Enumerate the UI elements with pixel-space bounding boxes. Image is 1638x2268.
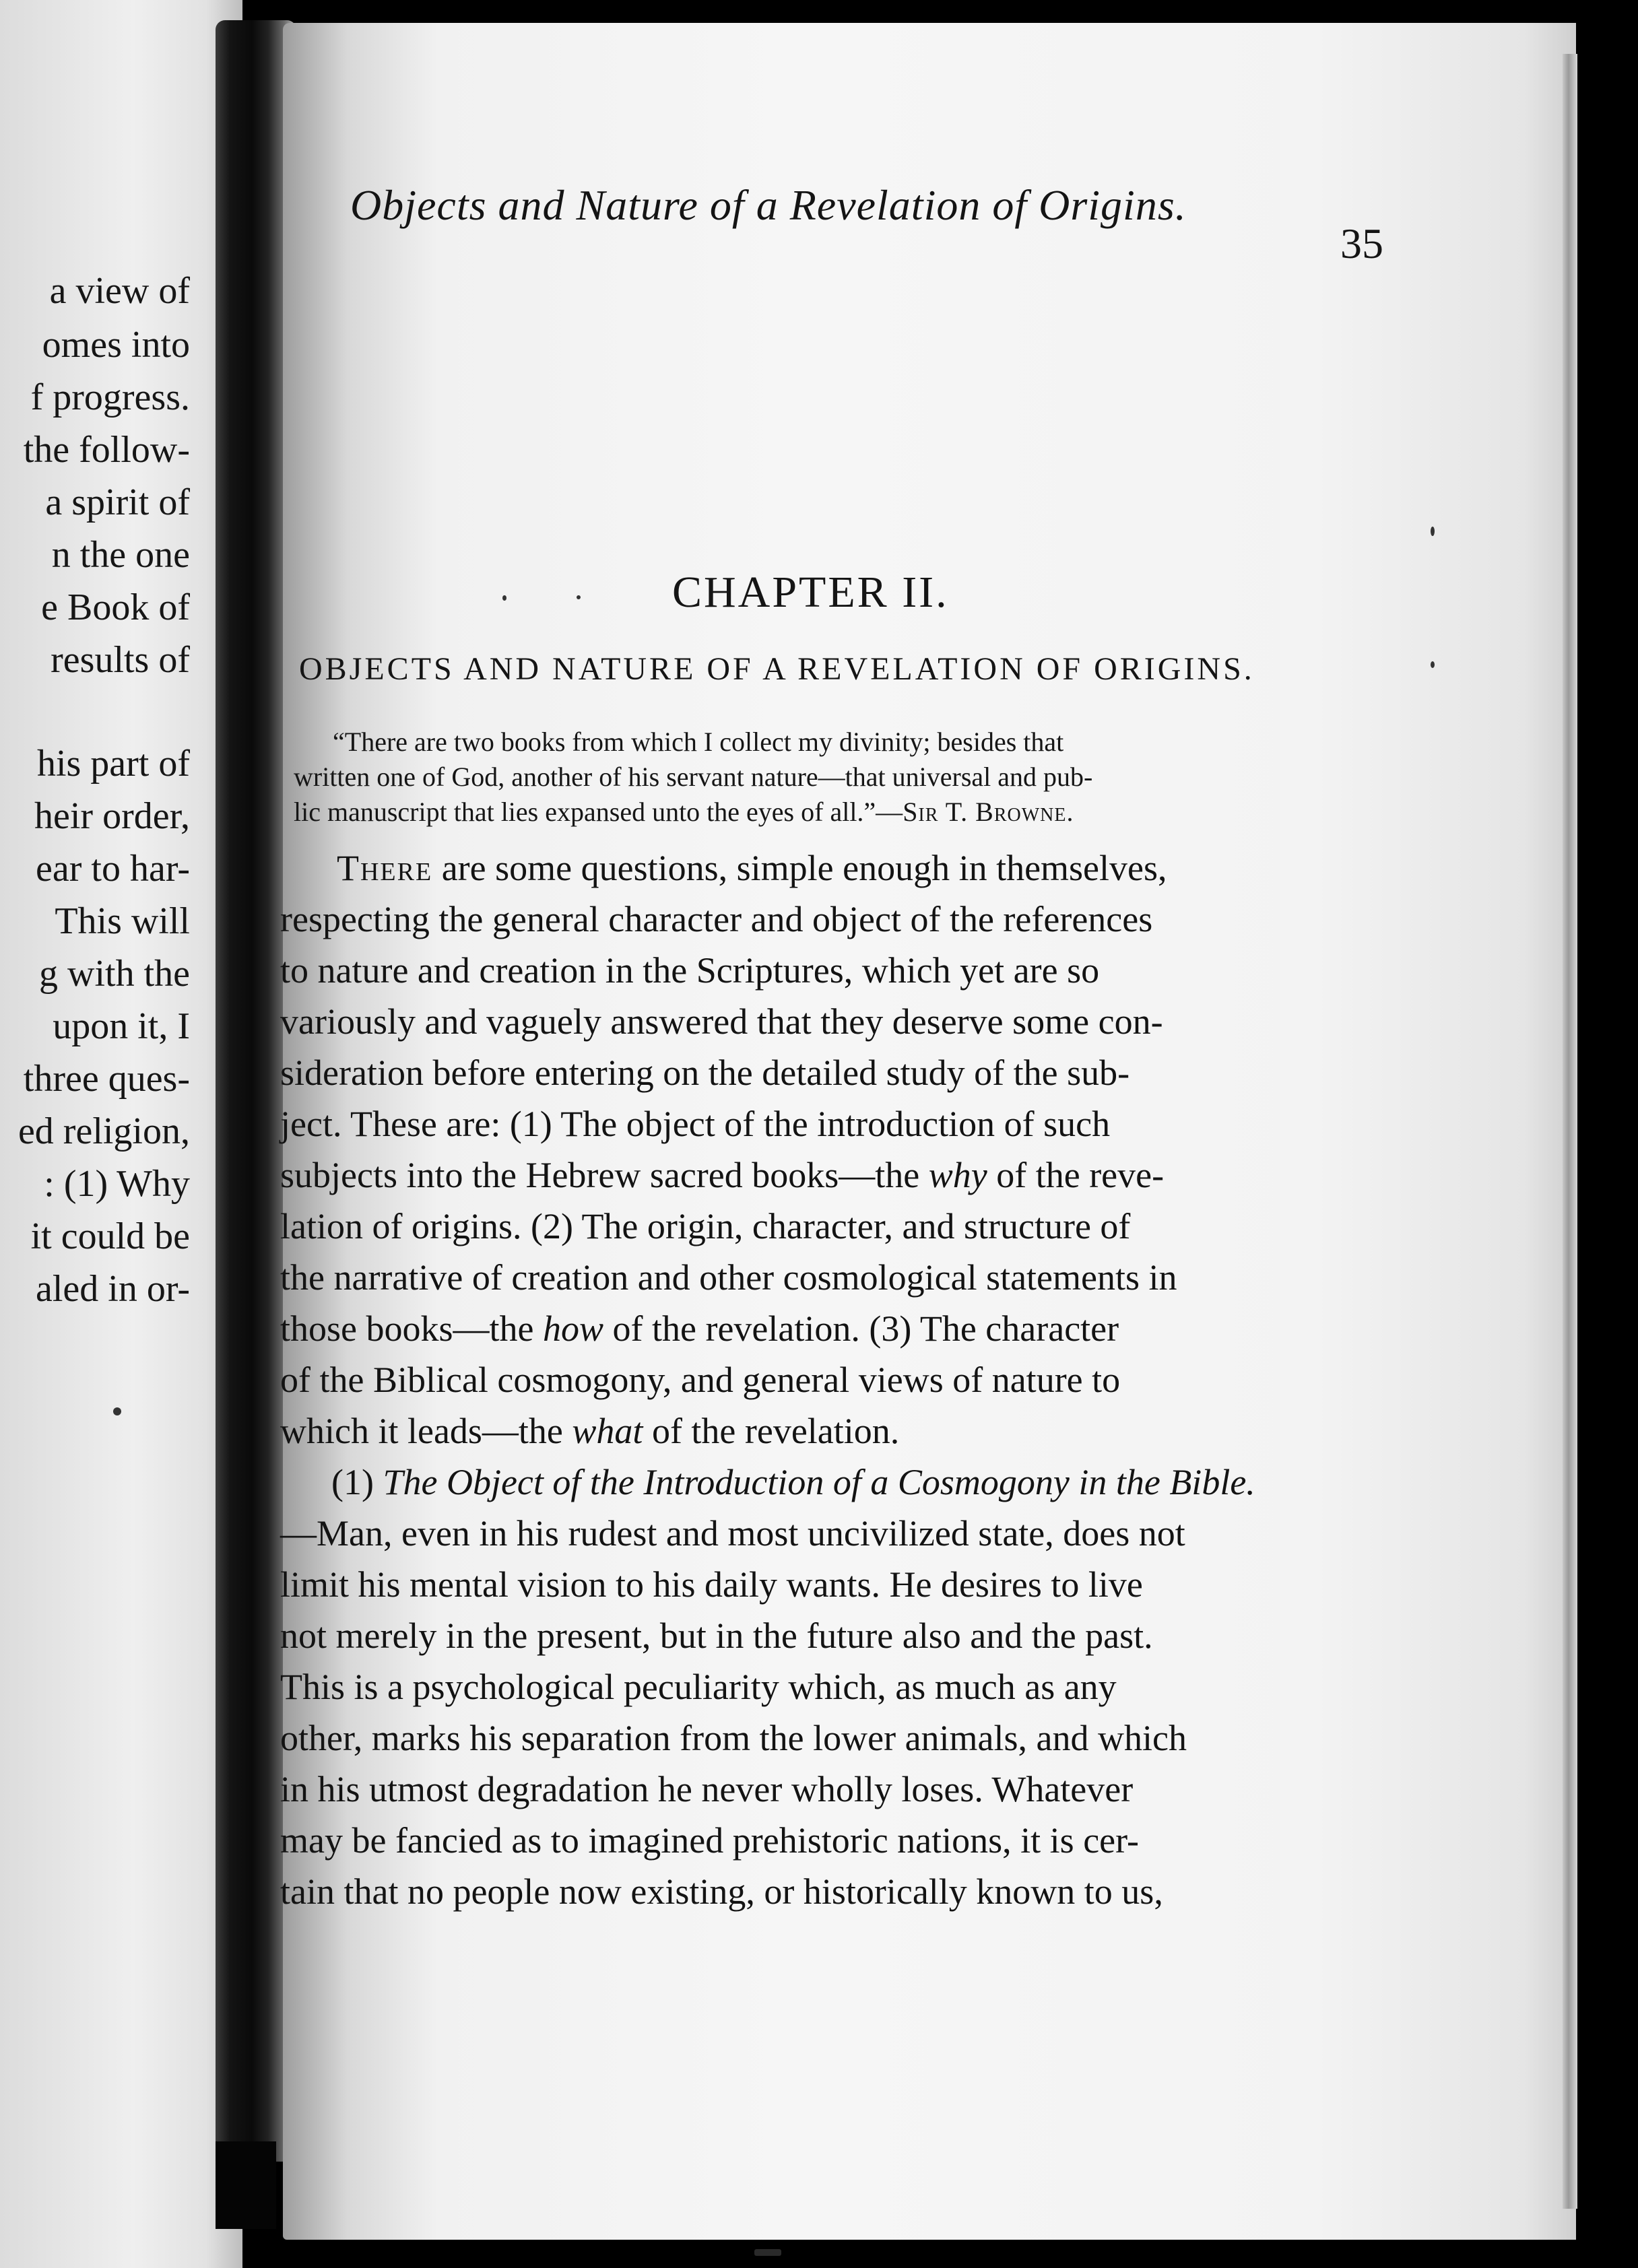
running-head: Objects and Nature of a Revelation of Origins. — [350, 181, 1187, 229]
left-page-line: This will — [55, 900, 190, 942]
body-line-text: those books—the — [280, 1308, 543, 1349]
section-title: The Object of the Introduction of a Cosmogony in the Bible. — [383, 1462, 1255, 1502]
left-page-line: ear to har- — [36, 848, 190, 890]
left-page-line: it could be — [30, 1215, 190, 1257]
body-line: variously and vaguely answered that they deserve some con- — [280, 1001, 1163, 1042]
bottom-ink-mark — [754, 2249, 781, 2256]
left-page-line: f progress. — [30, 376, 190, 418]
ink-speck — [502, 595, 506, 601]
chapter-subtitle: OBJECTS AND NATURE OF A REVELATION OF ORIGINS. — [299, 651, 1255, 687]
body-line — [280, 1157, 1164, 1193]
left-page-line: a spirit of — [45, 481, 190, 523]
section-heading-line — [331, 1464, 1255, 1500]
italic-how: how — [542, 1308, 604, 1349]
ink-speck — [113, 1407, 121, 1415]
left-page-line: results of — [51, 639, 190, 681]
body-line — [280, 1310, 1119, 1347]
left-page-line: heir order, — [34, 795, 190, 837]
body-line: to nature and creation in the Scriptures, which yet are so — [280, 950, 1100, 991]
body-line — [337, 850, 1167, 886]
drop-first-word: There — [337, 848, 433, 888]
ink-speck — [577, 595, 581, 599]
body-line-text: of the reve- — [987, 1155, 1165, 1195]
left-page-line: a view of — [49, 270, 190, 312]
left-page-line: : (1) Why — [44, 1163, 190, 1205]
epigraph-line: “There are two books from which I collect my divinity; besides that — [333, 727, 1064, 757]
body-line-text: of the revelation. (3) The character — [603, 1308, 1119, 1349]
book-gutter-bottom — [216, 2141, 276, 2229]
chapter-heading: CHAPTER II. — [672, 568, 949, 617]
body-line: the narrative of creation and other cosmological statements in — [280, 1257, 1177, 1298]
left-page-line: his part of — [36, 743, 190, 785]
body-line: other, marks his separation from the lower animals, and which — [280, 1718, 1187, 1758]
body-line: in his utmost degradation he never wholly loses. Whatever — [280, 1769, 1134, 1809]
left-page-line: aled in or- — [35, 1268, 190, 1310]
body-line: sideration before entering on the detailed study of the sub- — [280, 1053, 1130, 1093]
section-number: (1) — [331, 1462, 383, 1502]
body-line-text: subjects into the Hebrew sacred books—the — [280, 1155, 929, 1195]
left-facing-page — [0, 0, 242, 2268]
epigraph-line-text: lic manuscript that lies expansed unto the eyes of all.”— — [294, 797, 903, 827]
body-line-text: which it leads—the — [280, 1411, 572, 1451]
left-page-line: e Book of — [41, 587, 190, 628]
body-line — [280, 1413, 899, 1449]
ink-speck — [1431, 661, 1435, 668]
left-page-line: g with the — [39, 953, 190, 995]
body-line: lation of origins. (2) The origin, character, and structure of — [280, 1206, 1131, 1246]
body-line: not merely in the present, but in the future also and the past. — [280, 1615, 1153, 1656]
left-page-line: omes into — [42, 324, 190, 366]
epigraph-line — [294, 795, 1371, 830]
left-page-line: the follow- — [23, 429, 190, 471]
body-line-text: of the revelation. — [643, 1411, 900, 1451]
left-page-line: three ques- — [23, 1058, 190, 1100]
body-line-text: are some questions, simple enough in themselves, — [432, 848, 1167, 888]
epigraph-attribution: Sir T. Browne. — [903, 797, 1074, 827]
ink-speck — [1431, 527, 1435, 536]
page-number: 35 — [1340, 220, 1383, 267]
body-line: tain that no people now existing, or historically known to us, — [280, 1871, 1163, 1912]
body-line: respecting the general character and object of the references — [280, 899, 1153, 939]
page-edge — [1563, 54, 1577, 2209]
left-page-line: upon it, I — [53, 1005, 190, 1047]
body-line: —Man, even in his rudest and most uncivilized state, does not — [280, 1513, 1185, 1554]
italic-why: why — [928, 1155, 987, 1195]
body-line: ject. These are: (1) The object of the introduction of such — [280, 1104, 1111, 1144]
epigraph — [294, 725, 1371, 830]
body-line: of the Biblical cosmogony, and general views of nature to — [280, 1360, 1121, 1400]
epigraph-line: written one of God, another of his servant nature—that universal and pub- — [294, 762, 1093, 792]
italic-what: what — [572, 1411, 643, 1451]
body-line: This is a psychological peculiarity which, as much as any — [280, 1667, 1117, 1707]
body-line: may be fancied as to imagined prehistoric nations, it is cer- — [280, 1820, 1140, 1861]
body-line: limit his mental vision to his daily wants. He desires to live — [280, 1564, 1143, 1605]
left-page-line: n the one — [51, 534, 190, 576]
left-page-line: ed religion, — [18, 1110, 190, 1152]
